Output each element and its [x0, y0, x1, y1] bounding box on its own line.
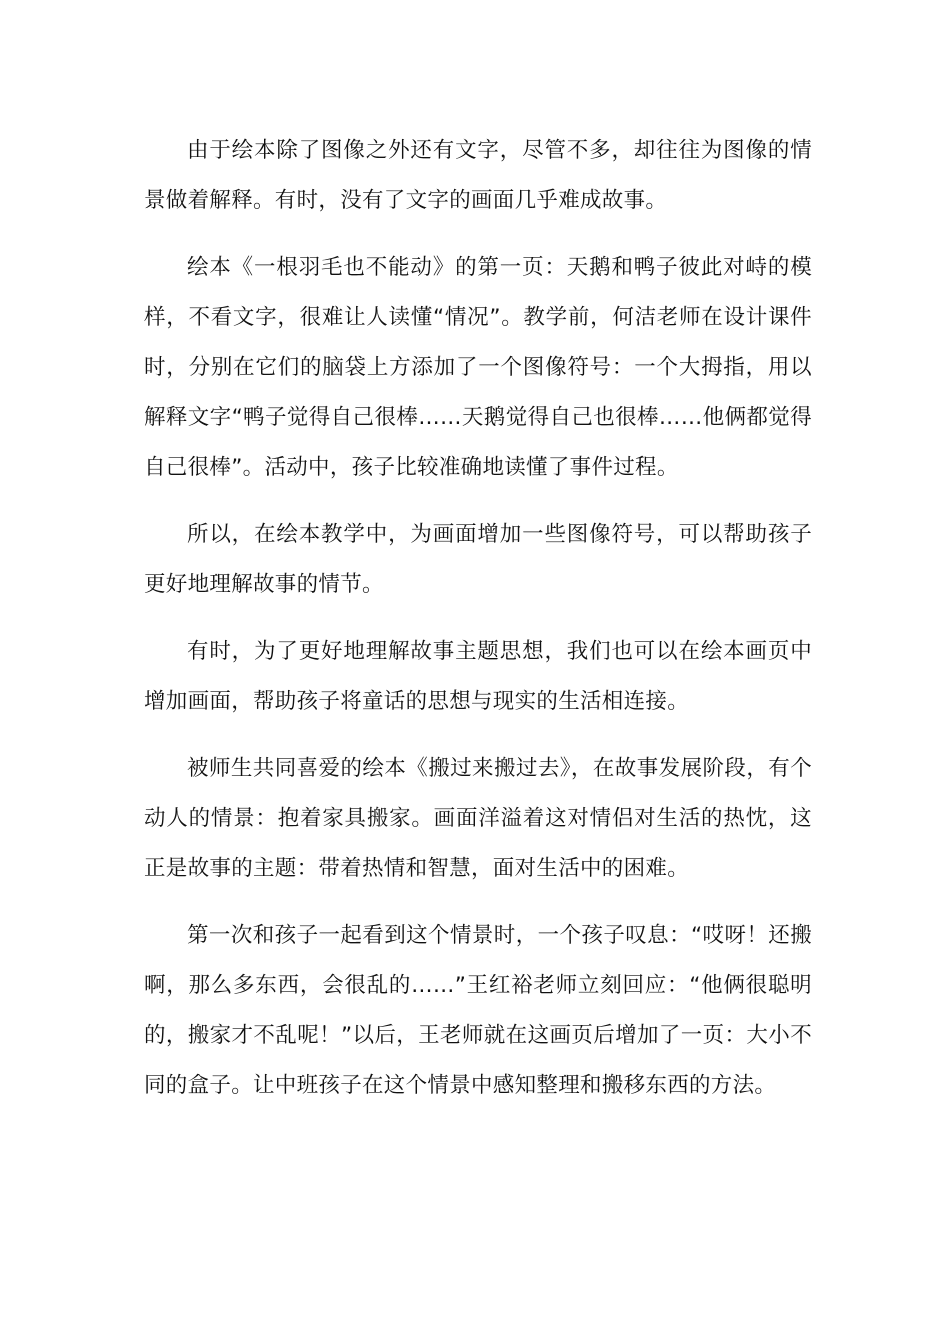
paragraph-2: 绘本《一根羽毛也不能动》的第一页：天鹅和鸭子彼此对峙的模样，不看文字，很难让人读懂“情况”。教学前，何洁老师在设计课件时，分别在它们的脑袋上方添加了一个图像符号：一个大拇指，用以解释文字“鸭子觉得自己很棒……天鹅觉得自己也很棒……他俩都觉得自己很棒”。活动中，孩子比较准确地读懂了事件过程。: [144, 255, 812, 480]
paragraph-5: 被师生共同喜爱的绘本《搬过来搬过去》，在故事发展阶段，有个动人的情景：抱着家具搬家。画面洋溢着这对情侣对生活的热忱，这正是故事的主题：带着热情和智慧，面对生活中的困难。: [144, 756, 812, 881]
paragraph-6: 第一次和孩子一起看到这个情景时，一个孩子叹息：“哎呀！还搬啊，那么多东西，会很乱的……”王红裕老师立刻回应：“他俩很聪明的，搬家才不乱呢！”以后，王老师就在这画页后增加了一页：大小不同的盒子。让中班孩子在这个情景中感知整理和搬移东西的方法。: [144, 923, 812, 1098]
paragraph-1: 由于绘本除了图像之外还有文字，尽管不多，却往往为图像的情景做着解释。有时，没有了文字的画面几乎难成故事。: [144, 138, 812, 213]
document-body: [144, 126, 812, 1128]
paragraph-3: 所以，在绘本教学中，为画面增加一些图像符号，可以帮助孩子更好地理解故事的情节。: [144, 522, 812, 597]
paragraph-4: 有时，为了更好地理解故事主题思想，我们也可以在绘本画页中增加画面，帮助孩子将童话的思想与现实的生活相连接。: [144, 639, 812, 714]
